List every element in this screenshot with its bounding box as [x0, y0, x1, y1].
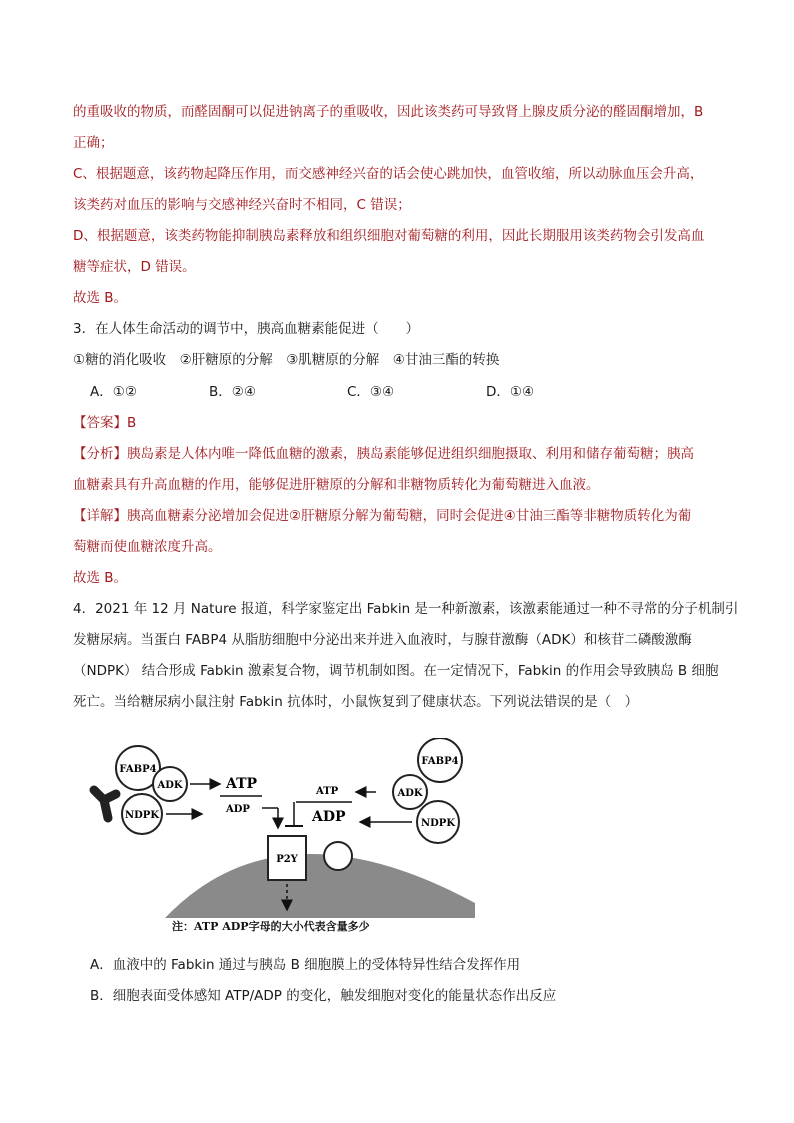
fabp4-right-label: FABP4	[421, 756, 459, 767]
analysis-line-2: 血糖素具有升高血糖的作用，能够促进肝糖原的分解和非糖物质转化为葡萄糖进入血液。	[73, 477, 600, 493]
question-3-items: ①糖的消化吸收 ②肝糖原的分解 ③肌糖原的分解 ④甘油三酯的转换	[73, 352, 500, 368]
adp-left-label: ADP	[226, 804, 250, 815]
adk-right-label: ADK	[397, 788, 423, 799]
detail-line-1	[73, 506, 691, 526]
fabkin-mechanism-figure	[80, 738, 480, 948]
cell-body	[165, 854, 475, 918]
antibody-icon	[94, 790, 116, 818]
ndpk-right-label: NDPK	[420, 818, 456, 829]
line-7: 故选 B。	[73, 290, 128, 306]
line-1: 的重吸收的物质，而醛固酮可以促进钠离子的重吸收，因此该类药可导致肾上腺皮质分泌的醛固酮增加，B	[73, 104, 704, 120]
vesicle	[324, 842, 352, 870]
analysis-label: 【分析】	[73, 446, 127, 462]
detail-label: 【详解】	[73, 508, 127, 524]
adk-left-label: ADK	[157, 780, 183, 791]
question-4-line-4: 死亡。当给糖尿病小鼠注射 Fabkin 抗体时，小鼠恢复到了健康状态。下列说法错误的是（ ）	[73, 694, 639, 710]
atp-mid-label: ATP	[316, 786, 339, 797]
line-5: D、根据题意，该类药物能抑制胰岛素释放和组织细胞对葡萄糖的利用，因此长期服用该类药物会引发高血	[73, 228, 705, 244]
adp-mid-label: ADP	[312, 809, 346, 825]
line-3: C、根据题意，该药物起降压作用，而交感神经兴奋的话会使心跳加快，血管收缩，所以动脉血压会升高，	[73, 166, 704, 182]
detail-line-2: 萄糖而使血糖浓度升高。	[73, 539, 222, 555]
q3-option-b: B．②④	[209, 384, 256, 400]
q4-option-b: B．细胞表面受体感知 ATP/ADP 的变化，触发细胞对变化的能量状态作出反应	[90, 988, 557, 1004]
q3-option-c: C．③④	[347, 384, 395, 400]
answer-label: 【答案】	[73, 415, 127, 431]
p2y-label: P2Y	[276, 854, 298, 865]
question-3: 3．在人体生命活动的调节中，胰高血糖素能促进（ ）	[73, 321, 420, 337]
answer-line	[73, 413, 136, 433]
ndpk-left-label: NDPK	[124, 810, 160, 821]
fabp4-left-label: FABP4	[119, 764, 157, 775]
detail-text-1: 胰高血糖素分泌增加会促进②肝糖原分解为葡萄糖，同时会促进④甘油三酯等非糖物质转化为葡	[127, 508, 692, 524]
q3-option-a: A．①②	[90, 384, 137, 400]
atp-left-label: ATP	[226, 776, 258, 792]
select-line: 故选 B。	[73, 570, 128, 586]
question-4-line-1: 4．2021 年 12 月 Nature 报道，科学家鉴定出 Fabkin 是一种新激素，该激素能通过一种不寻常的分子机制引	[73, 601, 739, 617]
analysis-text-1: 胰岛素是人体内唯一降低血糖的激素，胰岛素能够促进组织细胞摄取、利用和储存葡萄糖；胰高	[127, 446, 694, 462]
figure-svg	[80, 738, 480, 948]
figure-note: 注：ATP ADP字母的大小代表含量多少	[172, 920, 370, 933]
answer-value: B	[127, 415, 137, 431]
line-4: 该类药对血压的影响与交感神经兴奋时不相同，C 错误；	[73, 197, 411, 213]
line-6: 糖等症状，D 错误。	[73, 259, 196, 275]
q3-option-d: D．①④	[486, 384, 535, 400]
question-4-line-3: （NDPK） 结合形成 Fabkin 激素复合物，调节机制如图。在一定情况下，Fabkin 的作用会导致胰岛 B 细胞	[73, 663, 719, 679]
analysis-line-1	[73, 444, 694, 464]
line-2: 正确；	[73, 135, 114, 151]
q4-option-a: A．血液中的 Fabkin 通过与胰岛 B 细胞膜上的受体特异性结合发挥作用	[90, 957, 521, 973]
question-4-line-2: 发糖尿病。当蛋白 FABP4 从脂肪细胞中分泌出来并进入血液时，与腺苷激酶（ADK）和核苷二磷酸激酶	[73, 632, 692, 648]
